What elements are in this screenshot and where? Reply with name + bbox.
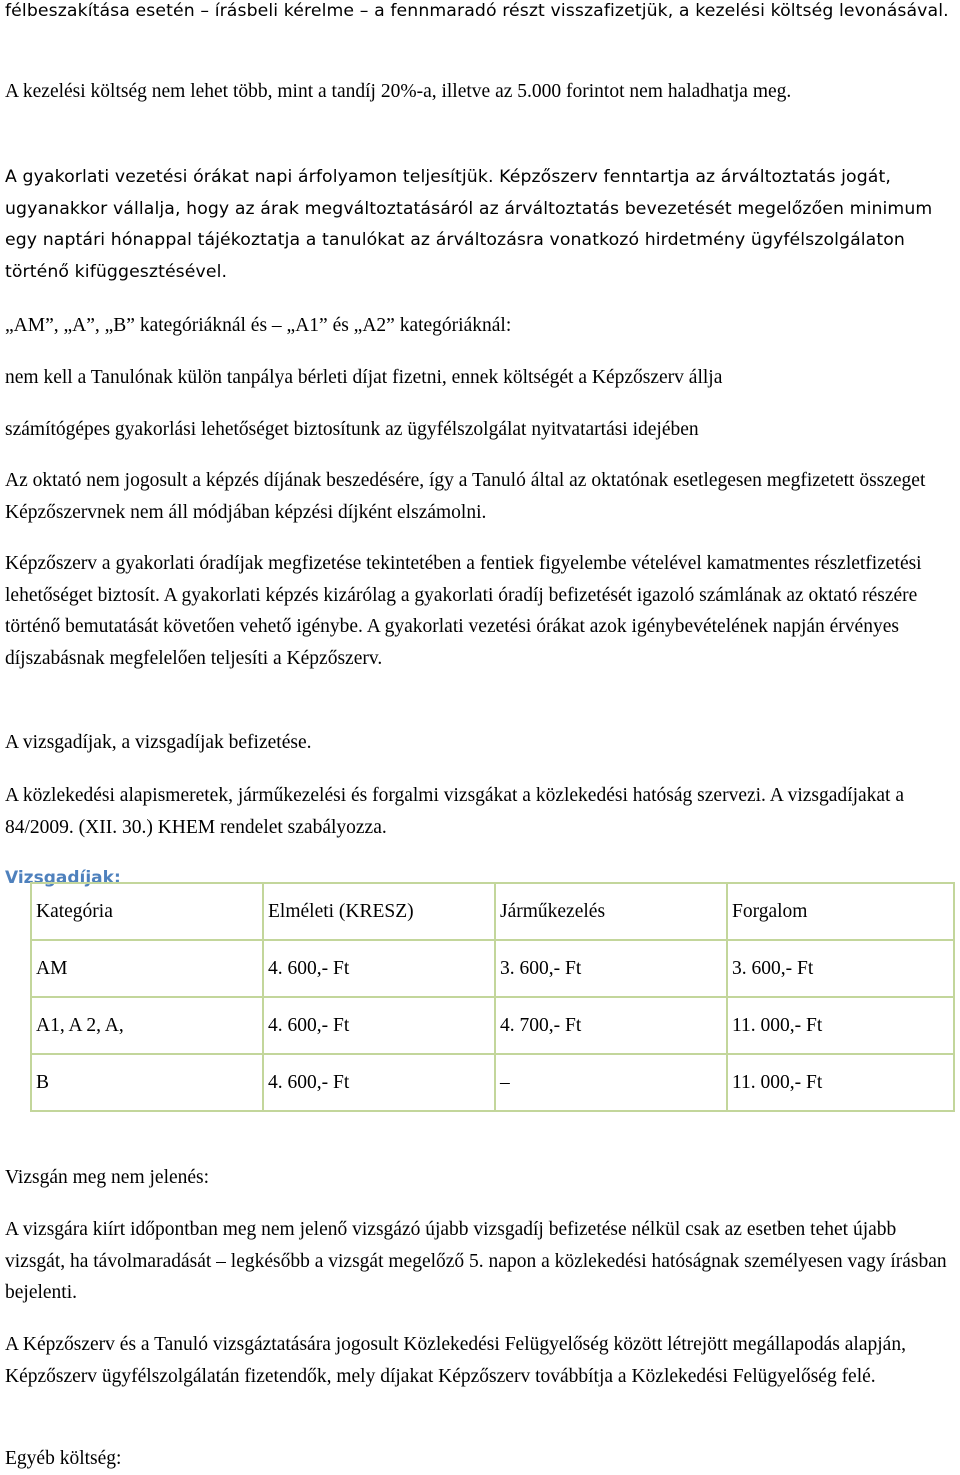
exam-fee-table (30, 882, 955, 1112)
paragraph-exam-authority: A közlekedési alapismeretek, járműkezelési és forgalmi vizsgákat a közlekedési hatóság szervezi. A vizsgadíjakat a 84/2009. (XII. 30.) KHEM rendelet szabályozza. (5, 785, 905, 838)
table-header-row (31, 883, 954, 940)
table-cell: 3. 600,- Ft (727, 940, 954, 997)
paragraph-other-costs: Egyéb költség: (5, 1448, 122, 1469)
table-header-cell: Kategória (31, 883, 263, 940)
table-row (31, 1054, 954, 1111)
paragraph-price-change (5, 162, 955, 288)
paragraph-exam-fees-title: A vizsgadíjak, a vizsgadíjak befizetése. (5, 732, 312, 753)
table-cell: – (495, 1054, 727, 1111)
paragraph-authority-agreement: A Képzőszerv és a Tanuló vizsgáztatására jogosult Közlekedési Felügyelőség között létrejött megállapodás alapján, Képzőszerv ügyfélszolgálatán fizetendők, mely díjakat Képzőszerv továbbítja a Közlekedési Felügyelőség felé. (5, 1334, 906, 1387)
paragraph-no-show-title: Vizsgán meg nem jelenés: (5, 1167, 210, 1188)
paragraph-track-fee: nem kell a Tanulónak külön tanpálya bérleti díjat fizetni, ennek költségét a Képzőszerv állja (5, 367, 723, 388)
table-cell: 11. 000,- Ft (727, 1054, 954, 1111)
category-intro: „AM”, „A”, „B” kategóriáknál és – „A1” és „A2” kategóriáknál: (5, 315, 512, 336)
table-header-cell: Elméleti (KRESZ) (263, 883, 495, 940)
paragraph-refund: félbeszakítása esetén – írásbeli kérelme – a fennmaradó részt visszafizetjük, a kezelési költség levonásával. (5, 1, 949, 21)
table-cell: 4. 600,- Ft (263, 997, 495, 1054)
paragraph-no-show-rules: A vizsgára kiírt időpontban meg nem jelenő vizsgázó újabb vizsgadíj befizetése nélkül csak az esetben tehet újabb vizsgát, ha távolmaradását – legkésőbb a vizsgát megelőző 5. napon a közlekedési hatóságnak személyesen vagy írásban bejelenti. (5, 1219, 947, 1303)
table-cell: B (31, 1054, 263, 1111)
table-header-cell: Járműkezelés (495, 883, 727, 940)
exam-fees-heading: Vizsgadíjak: (5, 868, 121, 888)
practice-hours-text: A gyakorlati vezetési órákat napi árfolyamon teljesítjük. (5, 167, 494, 187)
table-row (31, 940, 954, 997)
paragraph-instructor-payment: Az oktató nem jogosult a képzés díjának beszedésére, így a Tanuló által az oktatónak esetlegesen megfizetett összeget Képzőszervnek nem áll módjában képzési díjként elszámolni. (5, 470, 926, 523)
price-change-text: Képzőszerv fenntartja az árváltoztatás jogát, ugyanakkor vállalja, hogy az árak megváltoztatásáról az árváltoztatás bevezetését megelőzően minimum egy naptári hónappal tájékoztatja a tanulókat az árváltozásra vonatkozó hirdetmény ügyfélszolgálaton történő kifüggesztésével. (5, 167, 933, 282)
table-cell: 4. 700,- Ft (495, 997, 727, 1054)
paragraph-computer-practice: számítógépes gyakorlási lehetőséget biztosítunk az ügyfélszolgálat nyitvatartási idejében (5, 419, 699, 440)
table-header-cell: Forgalom (727, 883, 954, 940)
table-cell: 4. 600,- Ft (263, 940, 495, 997)
table-cell: 3. 600,- Ft (495, 940, 727, 997)
table-cell: 4. 600,- Ft (263, 1054, 495, 1111)
table-row (31, 997, 954, 1054)
paragraph-installment: Képzőszerv a gyakorlati óradíjak megfizetése tekintetében a fentiek figyelembe vételével kamatmentes részletfizetési lehetőséget biztosít. A gyakorlati képzés kizárólag a gyakorlati óradíj befizetését igazoló számlának az oktató részére történő bemutatását követően vehető igénybe. A gyakorlati vezetési órákat azok igénybevételének napján érvényes díjszabásnak megfelelően teljesíti a Képzőszerv. (5, 553, 922, 669)
paragraph-handling-fee: A kezelési költség nem lehet több, mint a tandíj 20%-a, illetve az 5.000 forintot nem haladhatja meg. (5, 81, 792, 102)
table-cell: AM (31, 940, 263, 997)
table-cell: A1, A 2, A, (31, 997, 263, 1054)
table-cell: 11. 000,- Ft (727, 997, 954, 1054)
